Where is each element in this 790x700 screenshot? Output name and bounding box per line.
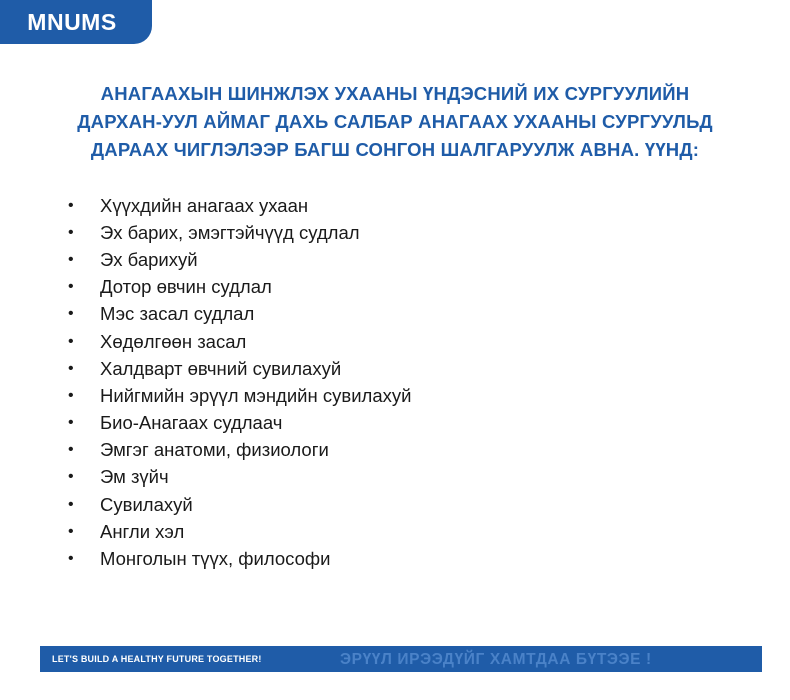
bullet-icon: • [68, 278, 74, 296]
bullet-icon: • [68, 468, 74, 486]
list-item [68, 464, 411, 491]
logo-text: MNUMS [27, 8, 117, 35]
specialty-list [68, 192, 411, 573]
list-item [68, 355, 411, 382]
list-item-label: Эх барих, эмэгтэйчүүд судлал [100, 221, 360, 243]
list-item-label: Эмгэг анатоми, физиологи [100, 439, 329, 461]
list-item [68, 382, 411, 409]
footer-bar [40, 646, 762, 672]
list-item-label: Эм зүйч [100, 466, 169, 488]
bullet-icon: • [68, 522, 74, 540]
bullet-icon: • [68, 223, 74, 241]
bullet-icon: • [68, 196, 74, 214]
list-item [68, 192, 411, 219]
bullet-icon: • [68, 414, 74, 432]
bullet-icon: • [68, 305, 74, 323]
bullet-icon: • [68, 332, 74, 350]
bullet-icon: • [68, 495, 74, 513]
list-item-label: Хүүхдийн анагаах ухаан [100, 194, 309, 216]
footer-slogan-mn: ЭРҮҮЛ ИРЭЭДҮЙГ ХАМТДАА БҮТЭЭЕ ! [340, 651, 652, 668]
bullet-icon: • [68, 386, 74, 404]
list-item-label: Мэс засал судлал [100, 303, 255, 325]
list-item-label: Эх барихуй [100, 248, 198, 270]
list-item-label: Халдварт өвчний сувилахуй [100, 357, 342, 379]
page-title [30, 80, 760, 164]
bullet-icon: • [68, 250, 74, 268]
footer-slogan-en: LET'S BUILD A HEALTHY FUTURE TOGETHER! [52, 654, 262, 664]
list-item-label: Монголын түүх, философи [100, 548, 331, 570]
list-item [68, 246, 411, 273]
bullet-icon: • [68, 359, 74, 377]
list-item [68, 491, 411, 518]
list-item [68, 328, 411, 355]
list-item-label: Био-Анагаах судлаач [100, 412, 283, 434]
list-item-label: Хөдөлгөөн засал [100, 330, 247, 352]
bullet-icon: • [68, 550, 74, 568]
list-item-label: Англи хэл [100, 520, 185, 542]
list-item [68, 274, 411, 301]
list-item-label: Нийгмийн эрүүл мэндийн сувилахуй [100, 384, 412, 406]
list-item [68, 301, 411, 328]
list-item-label: Сувилахуй [100, 493, 193, 515]
list-item-label: Дотор өвчин судлал [100, 276, 272, 298]
logo-tab [0, 0, 152, 44]
page-title-line: ДАРХАН-УУЛ АЙМАГ ДАХЬ САЛБАР АНАГААХ УХААНЫ СУРГУУЛЬД [77, 111, 713, 132]
list-item [68, 219, 411, 246]
list-item [68, 437, 411, 464]
list-item [68, 518, 411, 545]
page-title-line: ДАРААХ ЧИГЛЭЛЭЭР БАГШ СОНГОН ШАЛГАРУУЛЖ АВНА. ҮҮНД: [90, 139, 700, 160]
list-item [68, 545, 411, 572]
list-item [68, 410, 411, 437]
page-title-line: АНАГААХЫН ШИНЖЛЭХ УХААНЫ ҮНДЭСНИЙ ИХ СУРГУУЛИЙН [100, 83, 690, 104]
bullet-icon: • [68, 441, 74, 459]
